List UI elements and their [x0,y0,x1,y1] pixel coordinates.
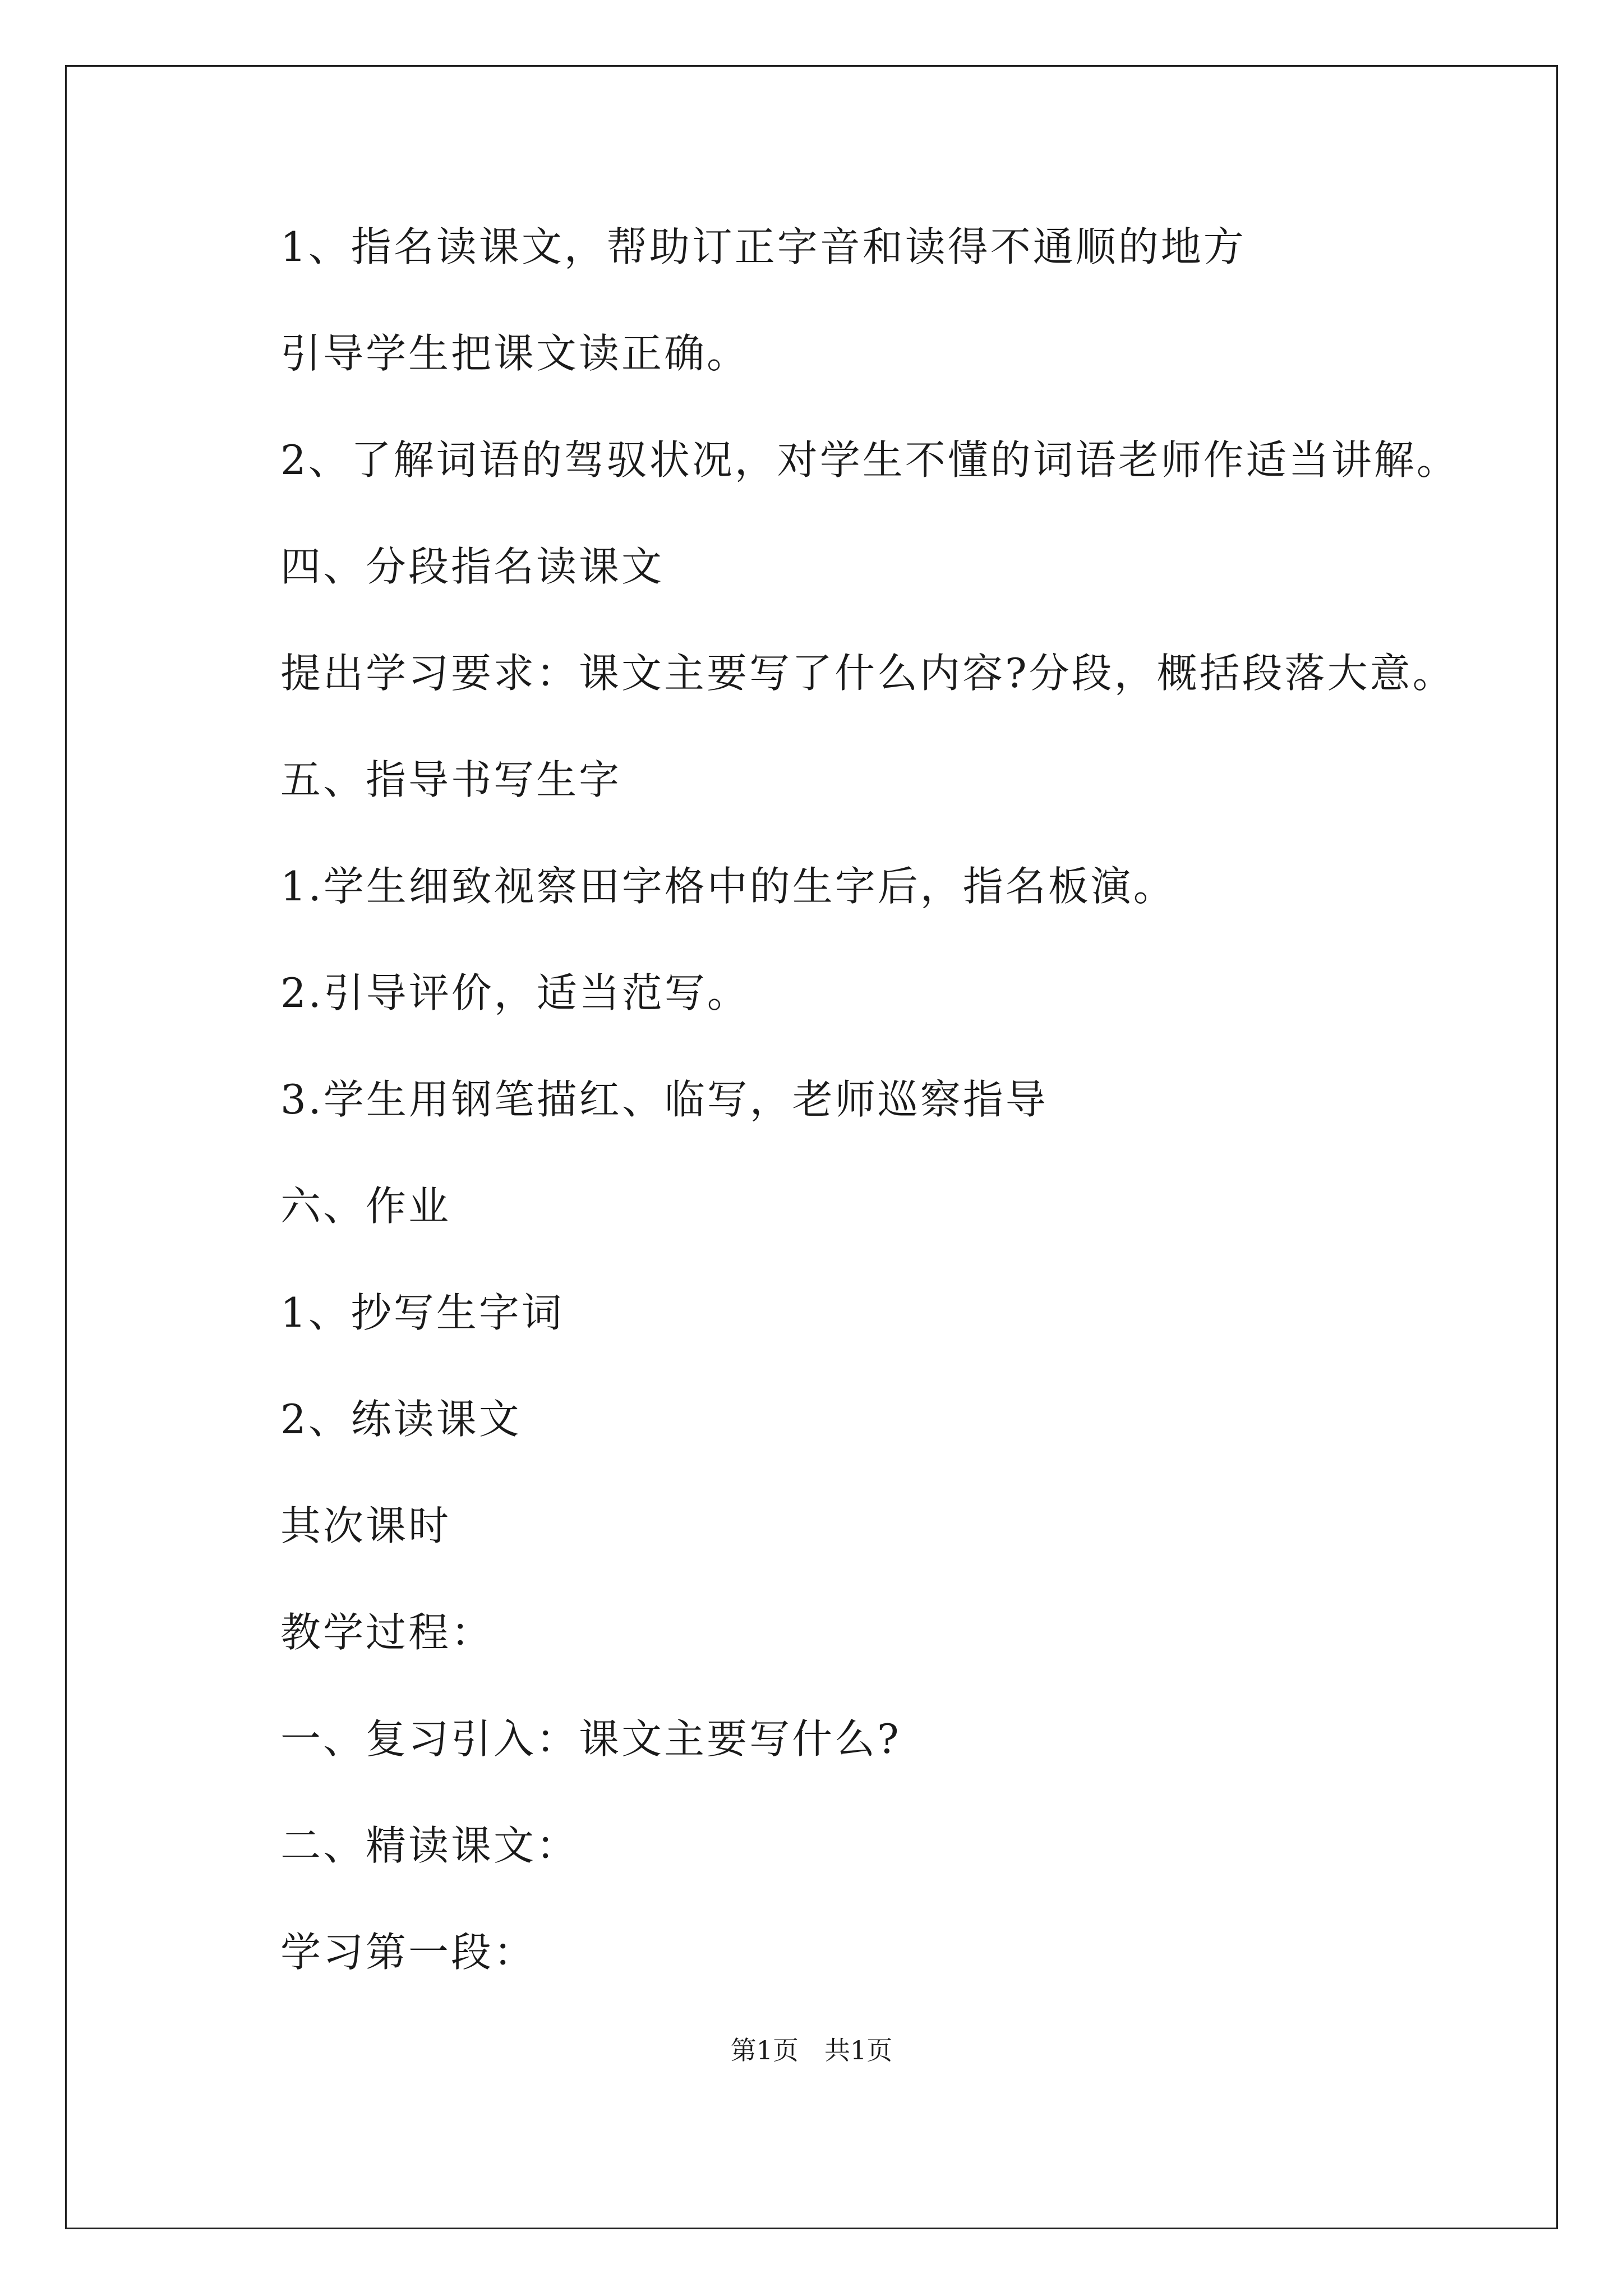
section-heading: 四、分段指名读课文 [280,543,665,590]
page-footer: 第1页 共1页 [730,2035,893,2065]
text-line: 学习第一段： [280,1929,537,1976]
text-line: 引导学生把课文读正确。 [280,330,750,377]
text-line: 2、练读课文 [280,1396,522,1443]
text-line: 提出学习要求：课文主要写了什么内容?分段，概括段落大意。 [280,650,1455,697]
page-border [65,65,1558,2229]
section-heading: 二、精读课文： [280,1822,579,1869]
section-heading: 五、指导书写生字 [280,756,622,803]
text-line: 3.学生用钢笔描红、临写，老师巡察指导 [280,1076,1048,1123]
text-line: 2.引导评价，适当范写。 [280,969,750,1016]
text-line: 2、了解词语的驾驭状况，对学生不懂的词语老师作适当讲解。 [280,436,1459,484]
text-line: 教学过程： [280,1609,494,1656]
text-line: 1、指名读课文，帮助订正字音和读得不通顺的地方 [280,223,1246,270]
text-line: 1、抄写生字词 [280,1289,564,1336]
section-heading: 六、作业 [280,1182,451,1230]
text-line: 1.学生细致视察田字格中的生字后，指名板演。 [280,863,1176,910]
section-heading: 其次课时 [280,1502,451,1549]
section-heading: 一、复习引入：课文主要写什么? [280,1715,901,1763]
